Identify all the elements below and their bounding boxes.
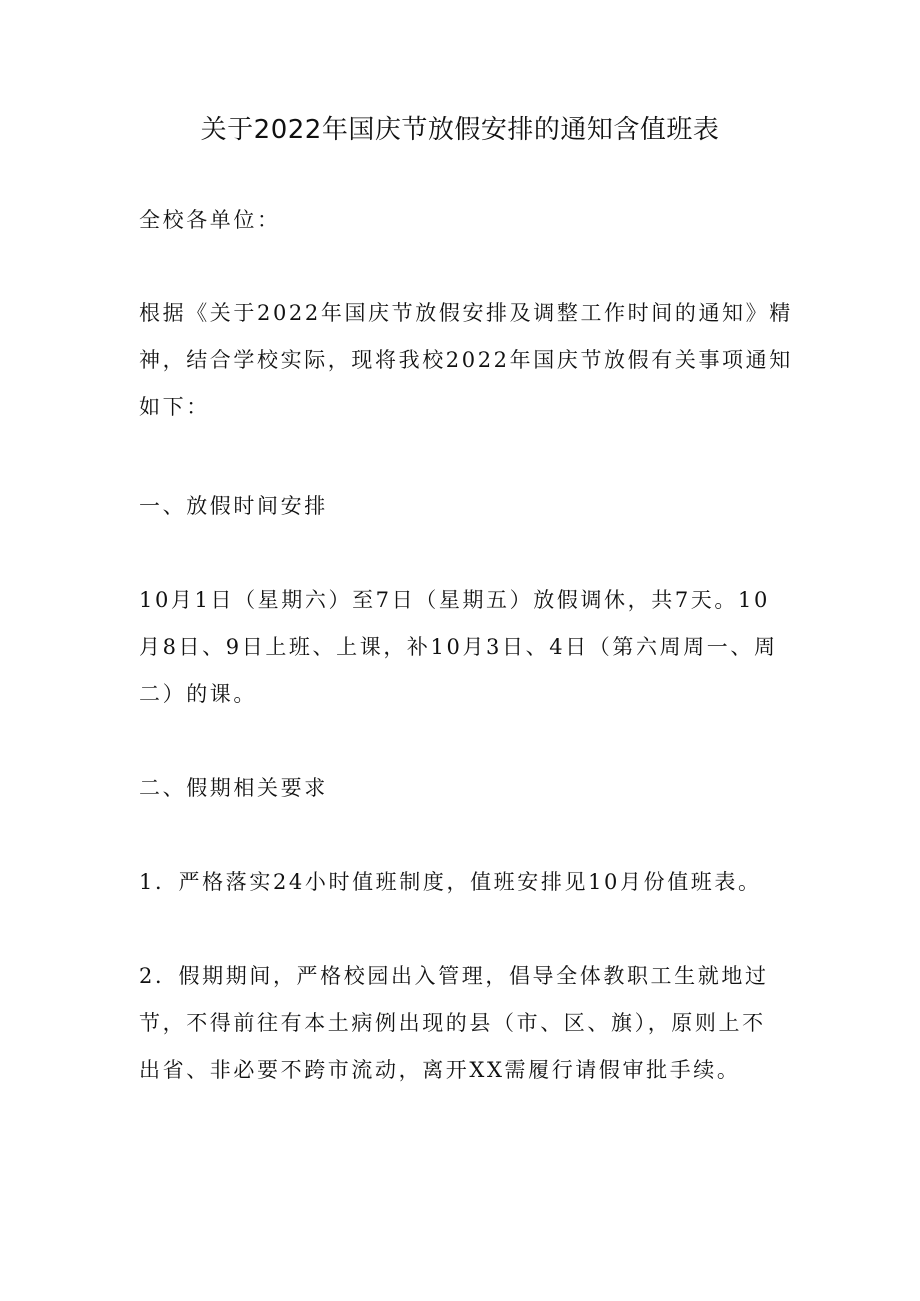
section1-line: 二）的课。 — [139, 682, 257, 706]
intro-line: 如下： — [139, 395, 210, 419]
section2-heading — [139, 765, 789, 812]
section1-line: 10月1日（星期六）至7日（星期五）放假调休，共7天。10 — [139, 588, 770, 612]
item2-paragraph — [139, 953, 789, 1094]
item1-line: 1．严格落实24小时值班制度，值班安排见10月份值班表。 — [139, 870, 762, 894]
item2-line: 节，不得前往有本土病例出现的县（市、区、旗），原则上不 — [139, 1011, 766, 1035]
section1-paragraph — [139, 577, 789, 718]
item2-line: 出省、非必要不跨市流动，离开XX需履行请假审批手续。 — [139, 1058, 741, 1082]
salutation-text: 全校各单位： — [139, 208, 281, 232]
salutation — [139, 197, 789, 244]
section1-heading — [139, 483, 789, 530]
section1-heading-text: 一、放假时间安排 — [139, 494, 328, 518]
section1-line: 月8日、9日上班、上课，补10月3日、4日（第六周周一、周 — [139, 635, 778, 659]
document-title: 关于2022年国庆节放假安排的通知含值班表 — [200, 115, 720, 145]
section2-heading-text: 二、假期相关要求 — [139, 776, 328, 800]
intro-paragraph — [139, 290, 793, 431]
item1-paragraph — [139, 859, 789, 906]
intro-line: 根据《关于2022年国庆节放假安排及调整工作时间的通知》精 — [139, 301, 793, 325]
intro-line: 神，结合学校实际，现将我校2022年国庆节放假有关事项通知 — [139, 348, 793, 372]
item2-line: 2．假期期间，严格校园出入管理，倡导全体教职工生就地过 — [139, 964, 769, 988]
